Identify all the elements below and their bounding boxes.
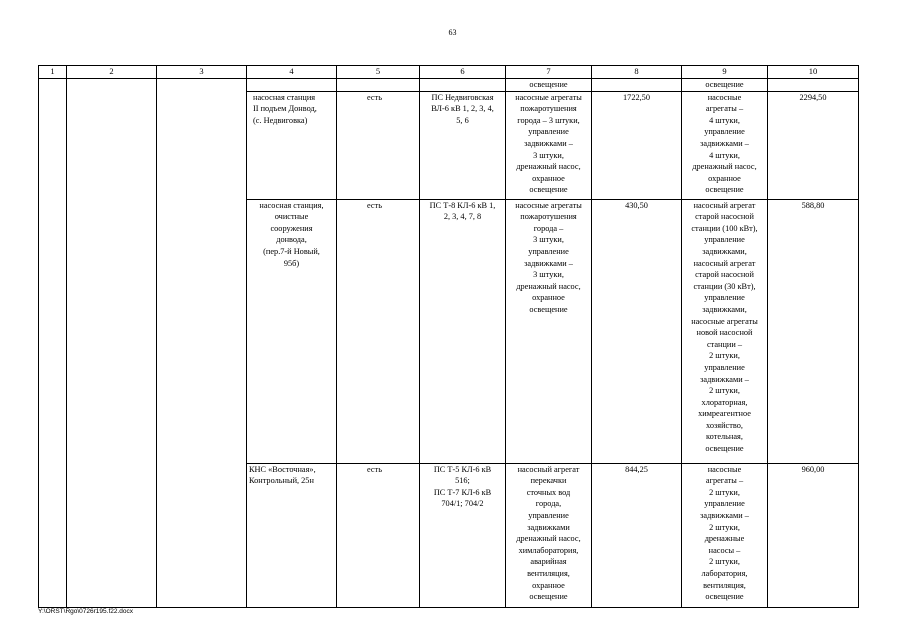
power-source: ПС Недвиговская ВЛ-6 кВ 1, 2, 3, 4, 5, 6 [431, 92, 494, 125]
power-source: ПС Т-5 КЛ-6 кВ 516; ПС Т-7 КЛ-6 кВ 704/1; 704/2 [433, 464, 492, 509]
object-name-cell [247, 463, 337, 607]
page-number: 63 [448, 28, 457, 37]
column-number: 9 [682, 66, 768, 79]
col10-cell [768, 79, 859, 92]
availability-cell [337, 199, 420, 463]
column-number: 4 [247, 66, 337, 79]
equipment: насосные агрегаты пожаротушения города – 3 штуки, управление задвижками – 3 штуки, дренажный насос, охранное освещение [515, 92, 582, 195]
column-number: 7 [506, 66, 592, 79]
object-name-cell [247, 91, 337, 199]
load-cell [592, 91, 682, 199]
equipment-cell [682, 91, 768, 199]
object-name: насосная станция II подъем Донвод, (с. Недвиговка) [253, 92, 317, 125]
availability: есть [367, 92, 382, 102]
object-name-cell [247, 199, 337, 463]
col8-cell [592, 79, 682, 92]
load-cell [592, 463, 682, 607]
object-name: насосная станция, очистные сооружения донвода, (пер.7-й Новый, 95б) [259, 200, 324, 268]
col9-cell [682, 79, 768, 92]
equipment-cell [506, 91, 592, 199]
object-name: КНС «Восточная», Контрольный, 25н [249, 464, 316, 486]
equipment-cell [506, 199, 592, 463]
load-value: 1722,50 [623, 92, 650, 102]
file-path-footer: Y:\ORST\Rgo\0726r195.f22.docx [38, 608, 134, 615]
power-source-cell [420, 91, 506, 199]
availability: есть [367, 464, 382, 474]
col3-cell [157, 79, 247, 608]
equipment-cell [506, 463, 592, 607]
column-number: 5 [337, 66, 420, 79]
load-value: 960,00 [801, 464, 825, 474]
column-number: 2 [67, 66, 157, 79]
equipment: насосный агрегат старой насосной станции (100 кВт), управление задвижками, насосный агрегат старой насосной станции (30 кВт), управление задвижками, насосные агрегаты новой насосной станции – 2 штуки, управление задвижками – 2 штуки, хлораторная, химреагентное хозяйство, котельная, освещение [691, 200, 758, 454]
load-cell [592, 199, 682, 463]
column-number: 1 [39, 66, 67, 79]
continuation-text: освещение [529, 80, 568, 89]
power-source: ПС Т-8 КЛ-6 кВ 1, 2, 3, 4, 7, 8 [429, 200, 496, 222]
power-source-cell [420, 463, 506, 607]
equipment: насосные агрегаты пожаротушения города – 3 штуки, управление задвижками – 3 штуки, дренажный насос, охранное освещение [515, 200, 582, 314]
col7-cell [506, 79, 592, 92]
load-cell [768, 91, 859, 199]
col5-cell [337, 79, 420, 92]
equipment-cell [682, 199, 768, 463]
availability-cell [337, 463, 420, 607]
load-cell [768, 463, 859, 607]
col6-cell [420, 79, 506, 92]
load-value: 430,50 [625, 200, 648, 210]
equipment: насосные агрегаты – 4 штуки, управление задвижками – 4 штуки, дренажный насос, охранное освещение [692, 92, 757, 195]
col2-cell [67, 79, 157, 608]
continuation-row [39, 79, 859, 92]
equipment: насосные агрегаты – 2 штуки, управление задвижками – 2 штуки, дренажные насосы – 2 штуки, лаборатория, вентиляция, освещение [700, 464, 749, 602]
equipment-cell [682, 463, 768, 607]
col1-cell [39, 79, 67, 608]
column-number: 10 [768, 66, 859, 79]
availability-cell [337, 91, 420, 199]
power-source-cell [420, 199, 506, 463]
col4-cell [247, 79, 337, 92]
column-number: 8 [592, 66, 682, 79]
load-cell [768, 199, 859, 463]
load-value: 2294,50 [799, 92, 827, 102]
data-table [38, 65, 859, 608]
column-number-row [39, 66, 859, 79]
column-number: 3 [157, 66, 247, 79]
column-number: 6 [420, 66, 506, 79]
load-value: 588,80 [801, 200, 825, 210]
load-value: 844,25 [625, 464, 648, 474]
equipment: насосный агрегат перекачки сточных вод города, управление задвижками дренажный насос, химлаборатория, аварийная вентиляция, охранное освещение [516, 464, 581, 602]
continuation-text: освещение [705, 80, 744, 89]
availability: есть [367, 200, 382, 210]
